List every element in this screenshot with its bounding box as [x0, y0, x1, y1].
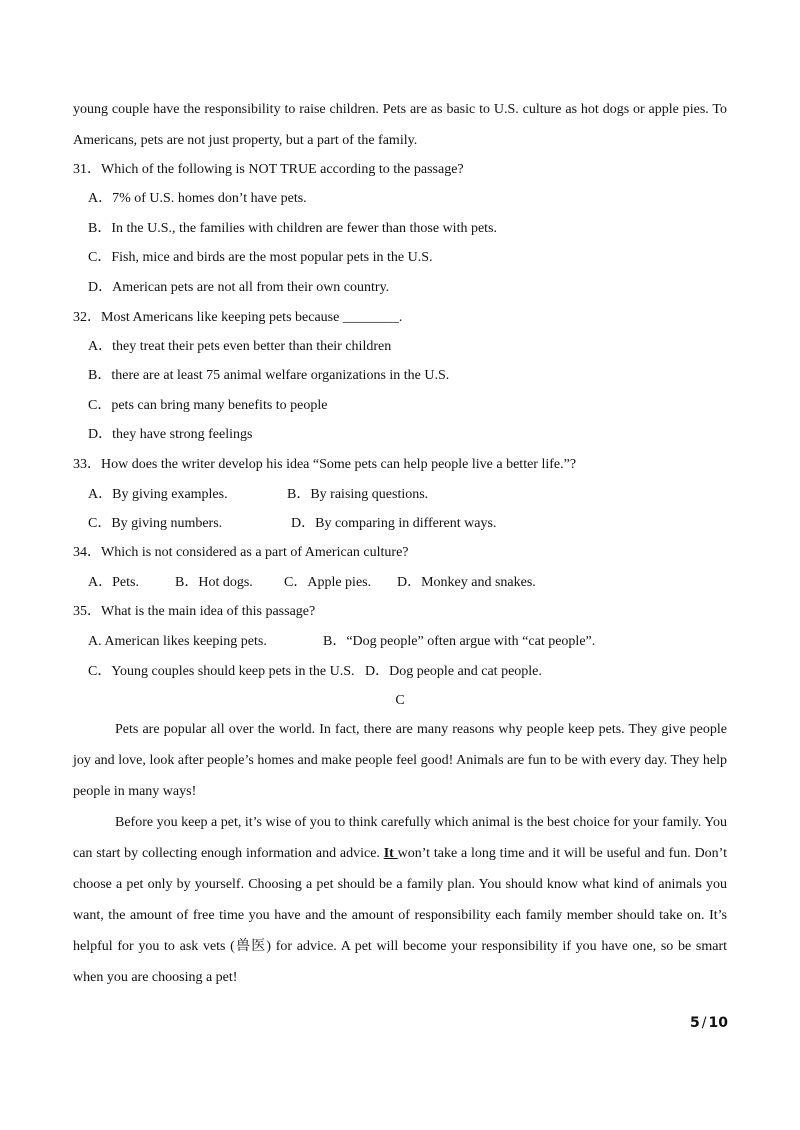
question-32-option-a: A．they treat their pets even better than their children: [88, 339, 392, 354]
question-35-option-c: C．Young couples should keep pets in the U.S.: [88, 664, 355, 679]
question-35-option-b: B．“Dog people” often argue with “cat people”.: [323, 634, 596, 649]
page-number: [690, 1015, 728, 1031]
question-33-option-b: B．By raising questions.: [287, 487, 429, 502]
question-32-option-b: B．there are at least 75 animal welfare organizations in the U.S.: [88, 368, 450, 383]
question-31-option-c: C．Fish, mice and birds are the most popular pets in the U.S.: [88, 250, 433, 265]
page-total: 10: [708, 1015, 728, 1031]
question-35-option-d: D．Dog people and cat people.: [365, 664, 542, 679]
paragraph-2-text-start: Before you keep a pet, it’s wise of you to think carefully which animal is the best choice for your family. You can start by collecting enough information and advice.: [73, 815, 727, 861]
question-35-stem: 35．What is the main idea of this passage?: [73, 604, 316, 619]
question-33-option-c: C．By giving numbers.: [88, 516, 223, 531]
question-31-stem: 31．Which of the following is NOT TRUE according to the passage?: [73, 162, 464, 177]
question-34-stem: 34．Which is not considered as a part of American culture?: [73, 545, 409, 560]
paragraph-2-text-end: won’t take a long time and it will be useful and fun. Don’t choose a pet only by yourself. Choosing a pet should be a family plan. You should know what kind of animals you want, the amount of free time you have and the amount of responsibility each family member should take on. It’s helpful for you to ask vets (兽医) for advice. A pet will become your responsibility if you have one, so be smart when you are choosing a pet!: [73, 846, 727, 985]
intro-line-1: young couple have the responsibility to raise children. Pets are as basic to U.S. culture as hot dogs or apple pies. To: [73, 102, 727, 117]
question-32-option-c: C．pets can bring many benefits to people: [88, 398, 328, 413]
section-c-paragraph-1: Pets are popular all over the world. In fact, there are many reasons why people keep pets. They give people joy and love, look after people’s homes and make people feel good! Animals are fun to be with every day. They help people in many ways!: [73, 722, 727, 799]
section-c-paragraph-2: [73, 807, 727, 993]
page-separator: /: [701, 1015, 707, 1031]
question-34-option-a: A．Pets.: [88, 575, 139, 590]
question-32-stem: 32．Most Americans like keeping pets because ________.: [73, 310, 403, 325]
question-33-option-a: A．By giving examples.: [88, 487, 228, 502]
question-35-option-a: A. American likes keeping pets.: [88, 634, 267, 649]
question-33-stem: 33．How does the writer develop his idea “Some pets can help people live a better life.”?: [73, 457, 577, 472]
question-31-option-d: D．American pets are not all from their own country.: [88, 280, 390, 295]
page-current: 5: [690, 1015, 700, 1031]
underlined-word-it: It: [383, 846, 398, 861]
question-34-option-c: C．Apple pies.: [284, 575, 372, 590]
question-33-option-d: D．By comparing in different ways.: [291, 516, 497, 531]
question-31-option-b: B．In the U.S., the families with children are fewer than those with pets.: [88, 221, 498, 236]
intro-line-2: Americans, pets are not just property, but a part of the family.: [73, 133, 418, 148]
question-31-option-a: A．7% of U.S. homes don’t have pets.: [88, 191, 307, 206]
question-34-option-d: D．Monkey and snakes.: [397, 575, 536, 590]
question-34-option-b: B．Hot dogs.: [175, 575, 253, 590]
question-32-option-d: D．they have strong feelings: [88, 427, 253, 442]
section-heading: C: [395, 693, 405, 708]
